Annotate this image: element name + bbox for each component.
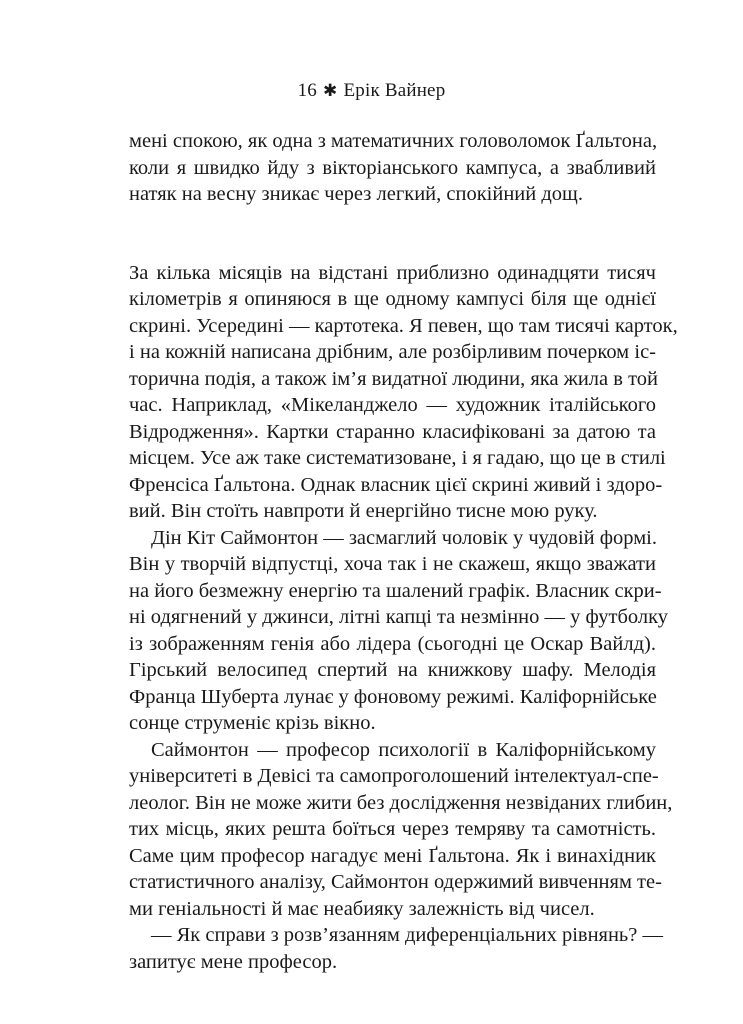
text-line: час. Наприклад, «Мікеланджело — художник італійського (129, 394, 656, 416)
text-line: запитує мене професор. (129, 950, 338, 973)
text-line: вий. Він стоїть навпроти й енергійно тисне мою руку. (129, 500, 598, 522)
text-line: Френсіса Ґальтона. Однак власник цієї скрині живий і здоро- (129, 473, 663, 496)
author-name: Ерік Вайнер (343, 80, 446, 101)
text-line: Дін Кіт Саймонтон — засмаглий чоловік у чудовій формі. (151, 526, 658, 549)
text-line: — Як справи з розв’язанням диференціальних рівнянь? — (151, 924, 664, 946)
text-line: ні одягнений у джинси, літні капці та незмінно — у футболку (129, 606, 669, 628)
text-line: статистичного аналізу, Саймонтон одержимий вивченням те- (129, 871, 662, 893)
paragraph (129, 128, 656, 208)
text-line: на його безмежну енергію та шалений графік. Власник скри- (129, 579, 662, 602)
paragraph-gap (129, 208, 656, 260)
text-line: скрині. Усередині — картотека. Я певен, що там тисячі карток, (129, 314, 678, 337)
text-line: натяк на весну зникає через легкий, спокійний дощ. (129, 183, 583, 205)
text-line: Франца Шуберта лунає у фоновому режимі. Каліфорнійське (129, 685, 657, 708)
text-line: тих місць, яких решта боїться через темряву та самотність. (129, 818, 656, 840)
text-line: За кілька місяців на відстані приблизно одинадцяти тисяч (129, 261, 656, 284)
paragraph (129, 922, 664, 975)
text-line: Відродження». Картки старанно класифіковані за датою та (129, 420, 656, 443)
text-line: коли я швидко йду з вікторіанського кампуса, а звабливий (129, 156, 656, 179)
text-line: торична подія, а також ім’я видатної людини, яка жила в той (129, 367, 658, 390)
text-line: із зображенням генія або лідера (сьогодні це Оскар Вайлд). (129, 632, 656, 655)
paragraph (129, 525, 669, 737)
body-text (129, 128, 678, 975)
text-line: Він у творчій відпустці, хоча так і не скажеш, якщо зважати (129, 553, 656, 575)
asterisk-separator-icon: ✱ (323, 81, 338, 100)
text-line: ми геніальності й має неабияку залежність від чисел. (129, 897, 595, 920)
text-line: кілометрів я опиняюся в ще одному кампусі біля ще однієї (129, 288, 656, 310)
text-line: мені спокою, як одна з математичних головоломок Ґальтона, (129, 130, 658, 152)
paragraph (129, 260, 678, 525)
text-line: місцем. Усе аж таке систематизоване, і я гадаю, що це в стилі (129, 447, 666, 469)
text-line: університеті в Девісі та самопроголошений інтелектуал-спе- (129, 765, 659, 787)
text-line: Гірський велосипед спертий на книжкову шафу. Мелодія (129, 659, 656, 681)
page-number: 16 (297, 80, 317, 101)
text-line: і на кожній написана дрібним, але розбірливим почерком іс- (129, 341, 656, 363)
text-line: леолог. Він не може жити без дослідження незвіданих глибин, (129, 791, 673, 814)
text-line: Саймонтон — професор психології в Каліфорнійському (151, 738, 656, 761)
paragraph (129, 737, 673, 923)
text-line: Саме цим професор нагадує мені Ґальтона. Як і винахідник (129, 844, 656, 867)
text-line: сонце струменіє крізь вікно. (129, 712, 376, 734)
running-header (0, 79, 743, 103)
